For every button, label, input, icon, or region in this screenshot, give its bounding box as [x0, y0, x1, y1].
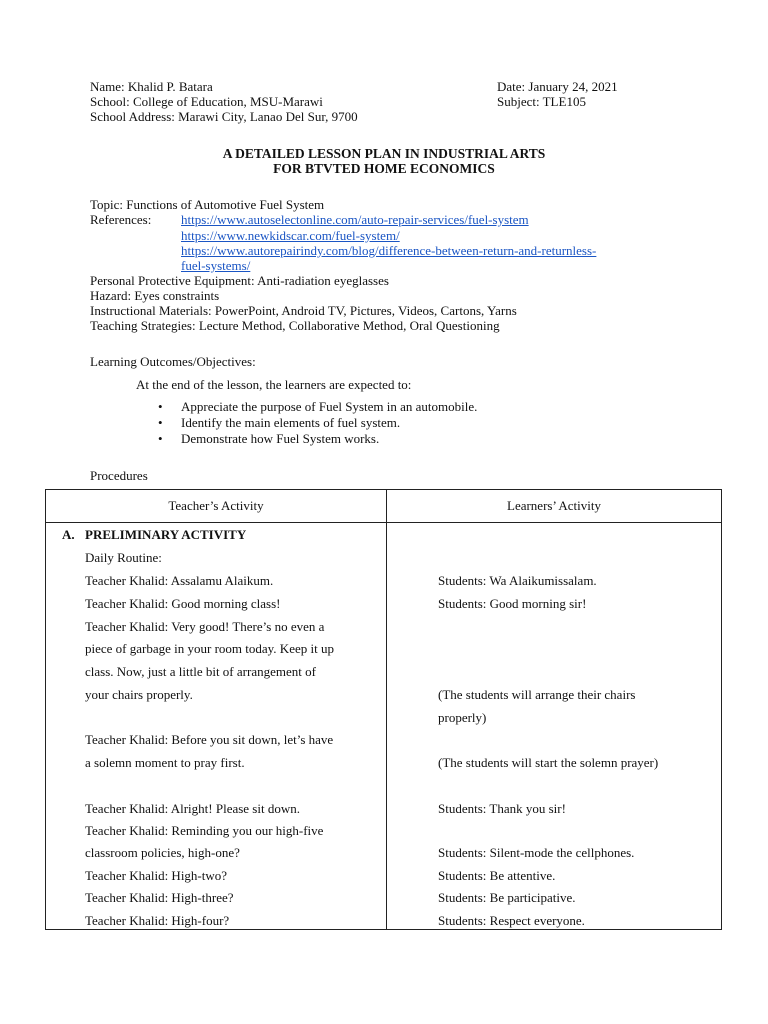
teacher-line: Teacher Khalid: High-four? — [85, 913, 230, 928]
learner-line: Students: Be participative. — [438, 890, 576, 905]
learner-line: Students: Be attentive. — [438, 868, 556, 883]
teacher-line: Teacher Khalid: Good morning class! — [85, 596, 281, 611]
objectives-intro: At the end of the lesson, the learners are expected to: — [136, 377, 412, 392]
reference-link-3[interactable]: https://www.autorepairindy.com/blog/difference-between-return-and-returnless- — [181, 243, 597, 258]
learner-line: (The students will arrange their chairs — [438, 687, 636, 702]
learner-line: Students: Good morning sir! — [438, 596, 587, 611]
objectives-list — [158, 399, 477, 447]
section-letter: A. — [62, 527, 75, 542]
objective-item: • Appreciate the purpose of Fuel System in an automobile. — [158, 399, 478, 414]
teacher-activity-header: Teacher’s Activity — [46, 490, 387, 523]
document-title-line2: FOR BTVTED HOME ECONOMICS — [273, 161, 495, 176]
procedures-table — [45, 489, 722, 930]
materials-line: Instructional Materials: PowerPoint, Android TV, Pictures, Videos, Cartons, Yarns — [90, 303, 517, 318]
school-line: School: College of Education, MSU-Marawi — [90, 94, 323, 109]
date-line: Date: January 24, 2021 — [497, 79, 618, 94]
references-label: References: — [90, 212, 152, 227]
strategies-line: Teaching Strategies: Lecture Method, Collaborative Method, Oral Questioning — [90, 318, 500, 333]
teacher-line: a solemn moment to pray first. — [85, 755, 245, 770]
teacher-line: Teacher Khalid: Before you sit down, let’s have — [85, 732, 334, 747]
learner-line: Students: Respect everyone. — [438, 913, 585, 928]
teacher-line: Teacher Khalid: Very good! There’s no even a — [85, 619, 325, 634]
learner-line: Students: Silent-mode the cellphones. — [438, 845, 635, 860]
name-line: Name: Khalid P. Batara — [90, 79, 213, 94]
learner-line: properly) — [438, 710, 487, 725]
teacher-line: your chairs properly. — [85, 687, 193, 702]
learner-line: (The students will start the solemn prayer) — [438, 755, 659, 770]
subject-line: Subject: TLE105 — [497, 94, 586, 109]
teacher-activity-cell — [46, 523, 387, 930]
learner-line: Students: Wa Alaikumissalam. — [438, 573, 597, 588]
objective-item: • Demonstrate how Fuel System works. — [158, 431, 380, 446]
ppe-line: Personal Protective Equipment: Anti-radiation eyeglasses — [90, 273, 389, 288]
procedures-heading: Procedures — [90, 468, 148, 483]
teacher-line: Teacher Khalid: High-two? — [85, 868, 228, 883]
teacher-line: Teacher Khalid: Alright! Please sit down. — [85, 801, 300, 816]
learner-line: Students: Thank you sir! — [438, 801, 566, 816]
teacher-line: classroom policies, high-one? — [85, 845, 240, 860]
bullet-icon: • — [158, 399, 163, 414]
objectives-heading: Learning Outcomes/Objectives: — [90, 354, 256, 369]
bullet-icon: • — [158, 431, 163, 446]
document-title-line1: A DETAILED LESSON PLAN IN INDUSTRIAL ARTS — [222, 146, 546, 161]
reference-link-2[interactable]: https://www.newkidscar.com/fuel-system/ — [181, 228, 400, 243]
learner-activity-cell — [387, 523, 722, 930]
address-line: School Address: Marawi City, Lanao Del Sur, 9700 — [90, 109, 358, 124]
topic-line: Topic: Functions of Automotive Fuel System — [90, 197, 325, 212]
bullet-icon: • — [158, 415, 163, 430]
learner-activity-header: Learners’ Activity — [387, 490, 722, 523]
reference-link-3-continued[interactable]: fuel-systems/ — [181, 258, 251, 273]
objective-item: • Identify the main elements of fuel system. — [158, 415, 401, 430]
teacher-line: class. Now, just a little bit of arrangement of — [85, 664, 316, 679]
section-title: PRELIMINARY ACTIVITY — [85, 527, 247, 542]
reference-link-1[interactable]: https://www.autoselectonline.com/auto-repair-services/fuel-system — [181, 212, 529, 227]
teacher-line: Teacher Khalid: High-three? — [85, 890, 234, 905]
teacher-line: Teacher Khalid: Assalamu Alaikum. — [85, 573, 274, 588]
teacher-line: piece of garbage in your room today. Keep it up — [85, 641, 334, 656]
teacher-line: Daily Routine: — [85, 550, 162, 565]
teacher-line: Teacher Khalid: Reminding you our high-five — [85, 823, 324, 838]
hazard-line: Hazard: Eyes constraints — [90, 288, 220, 303]
